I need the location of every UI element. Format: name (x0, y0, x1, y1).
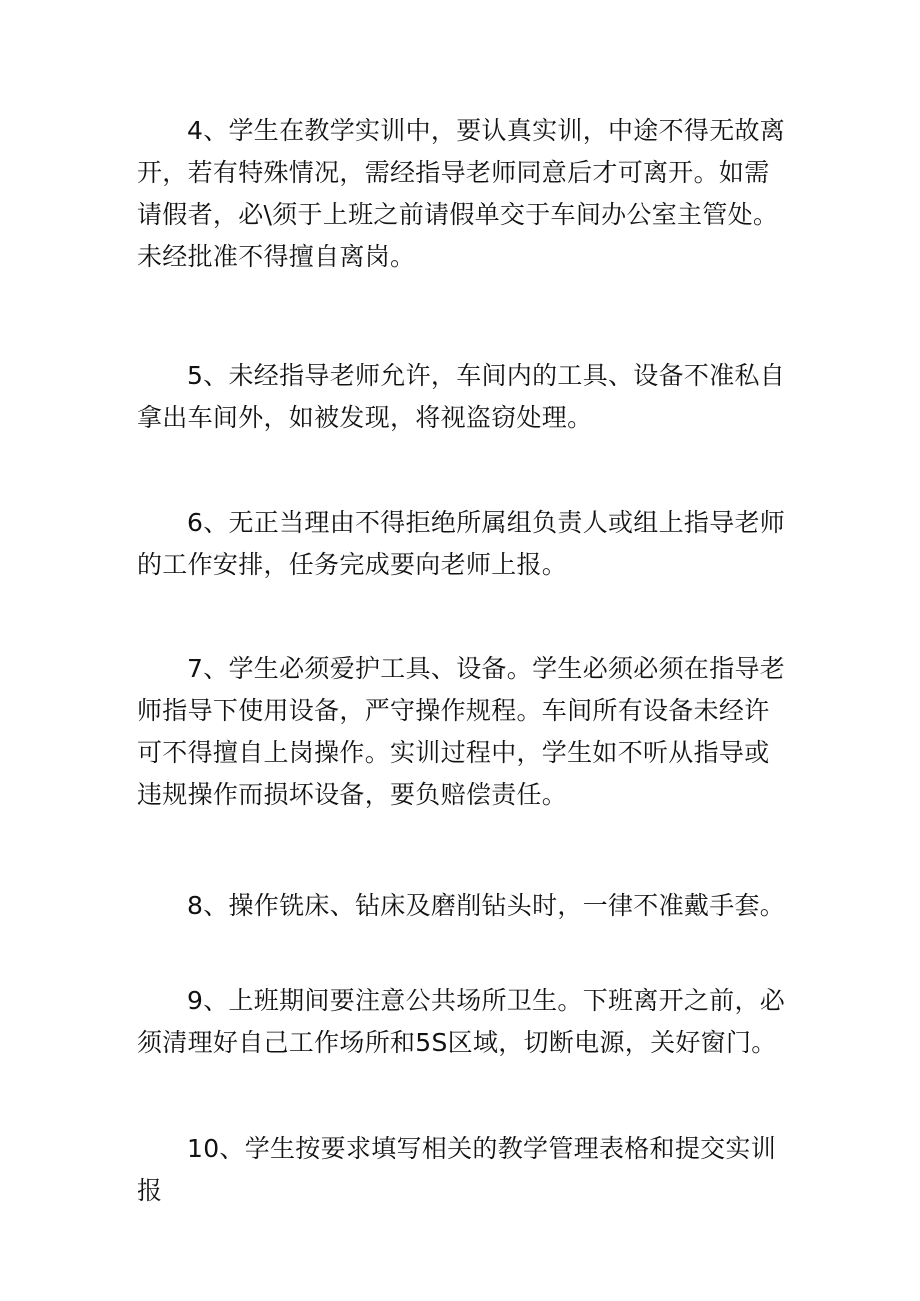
rule-paragraph-9: 9、上班期间要注意公共场所卫生。下班离开之前，必须清理好自己工作场所和5S区域，切断电源，关好窗门。 (137, 986, 786, 1057)
rule-paragraph-8: 8、操作铣床、钻床及磨削钻头时，一律不准戴手套。 (187, 891, 786, 920)
rule-paragraph-5: 5、未经指导老师允许，车间内的工具、设备不准私自拿出车间外，如被发现，将视盗窃处理。 (137, 361, 786, 432)
rule-paragraph-4: 4、学生在教学实训中，要认真实训，中途不得无故离开，若有特殊情况，需经指导老师同意后才可离开。如需请假者，必\须于上班之前请假单交于车间办公室主管处。未经批准不得擅自离岗。 (137, 116, 786, 271)
rule-paragraph-7: 7、学生必须爱护工具、设备。学生必须必须在指导老师指导下使用设备，严守操作规程。车间所有设备未经许可不得擅自上岗操作。实训过程中，学生如不听从指导或违规操作而损坏设备，要负赔偿责任。 (137, 654, 786, 809)
rule-paragraph-10: 10、学生按要求填写相关的教学管理表格和提交实训报 (137, 1134, 777, 1205)
rule-paragraph-6: 6、无正当理由不得拒绝所属组负责人或组上指导老师的工作安排，任务完成要向老师上报。 (137, 508, 786, 579)
